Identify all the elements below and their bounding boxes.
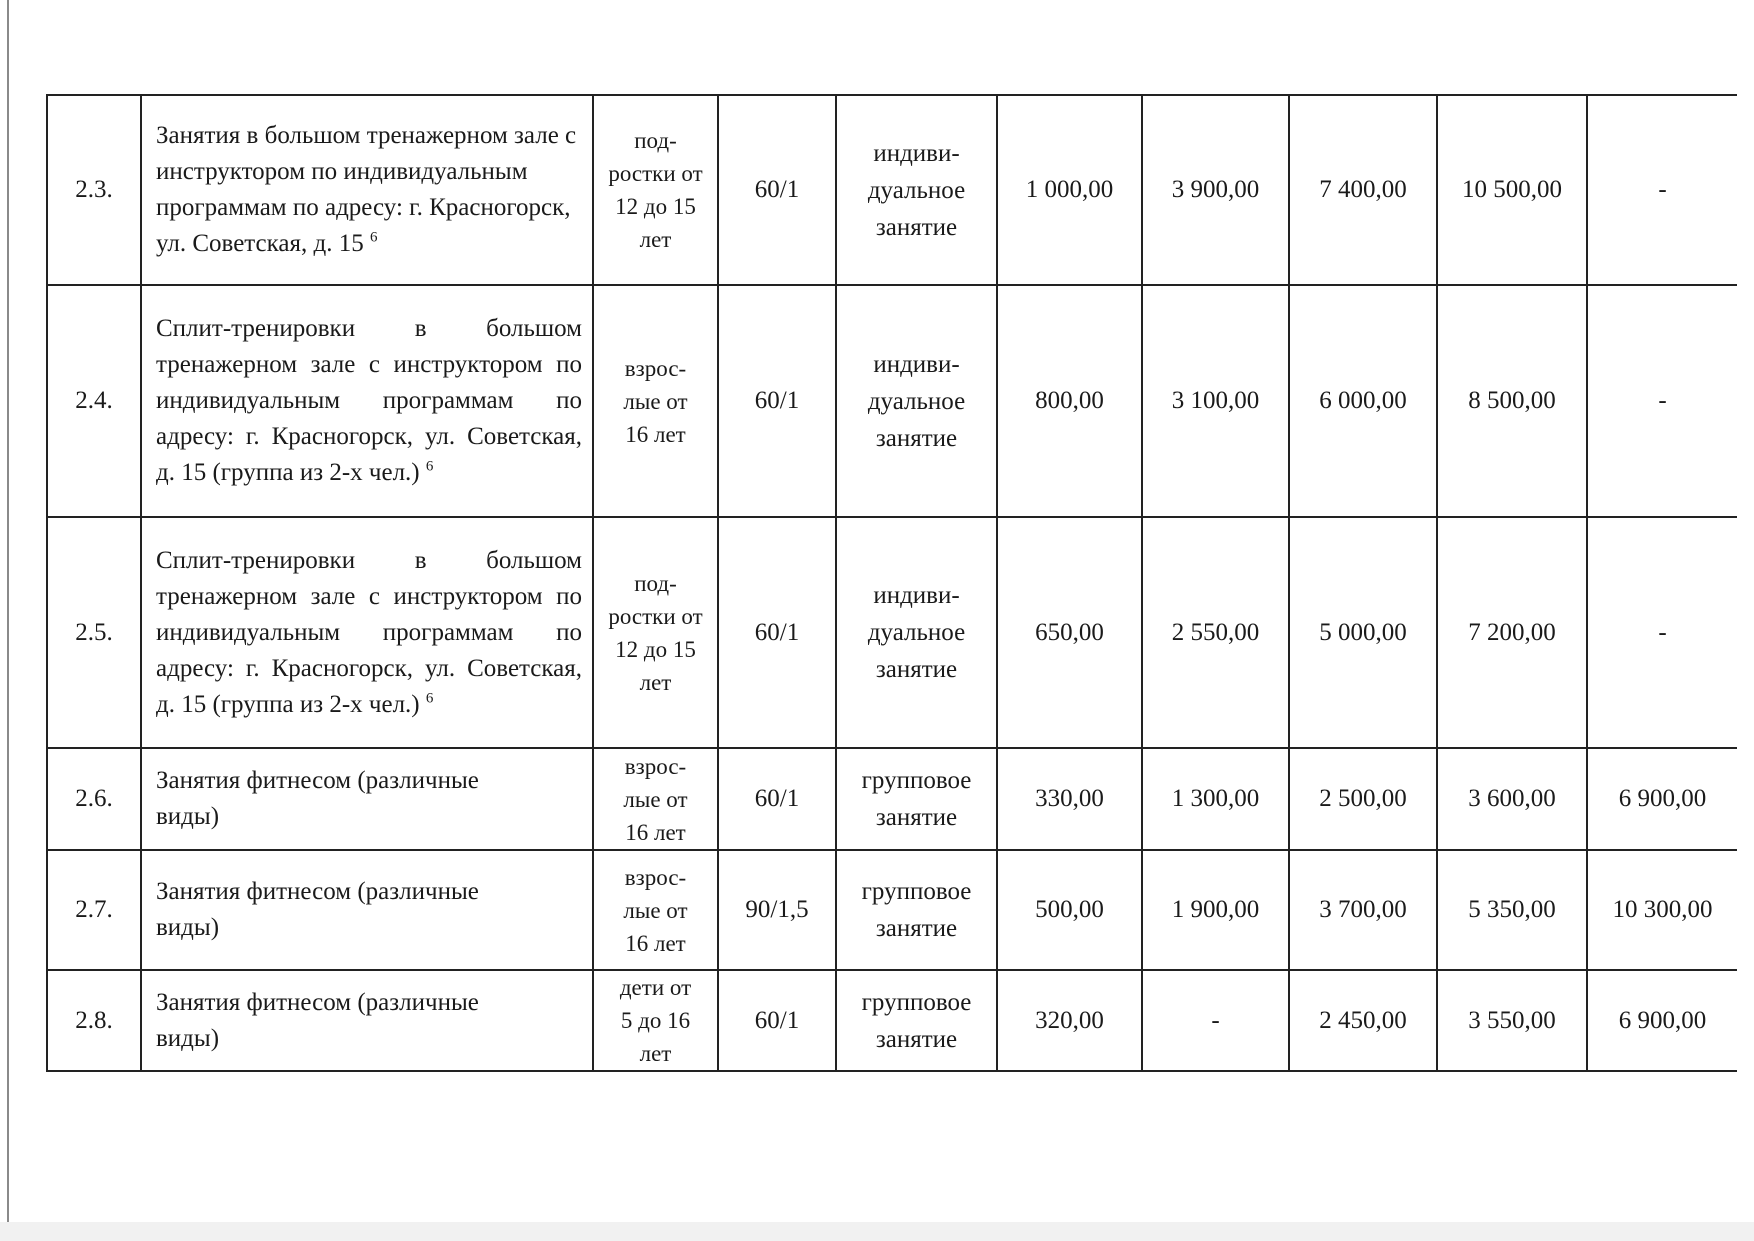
price-3: 6 000,00 bbox=[1289, 285, 1437, 517]
description-text: Сплит-тренировки в большом тренажерном зале с инструктором по индивидуальным программам по адресу: г. Красногорск, ул. Советская, д. 15 (группа из 2-х чел.) bbox=[156, 546, 582, 718]
service-description bbox=[141, 285, 593, 517]
row-number: 2.6. bbox=[47, 748, 141, 850]
scan-bottom-edge bbox=[0, 1222, 1754, 1241]
duration: 60/1 bbox=[718, 517, 836, 748]
description-text: Занятия фитнесом (различные виды) bbox=[156, 878, 479, 941]
price-2: - bbox=[1142, 970, 1289, 1071]
price-4: 7 200,00 bbox=[1437, 517, 1587, 748]
price-1: 1 000,00 bbox=[997, 95, 1142, 285]
table-row bbox=[47, 850, 1737, 970]
scan-edge-shadow bbox=[7, 0, 9, 1241]
price-1: 330,00 bbox=[997, 748, 1142, 850]
price-1: 320,00 bbox=[997, 970, 1142, 1071]
price-3: 3 700,00 bbox=[1289, 850, 1437, 970]
session-type: групповое занятие bbox=[836, 748, 997, 850]
row-number: 2.4. bbox=[47, 285, 141, 517]
price-table bbox=[46, 94, 1737, 1072]
service-description bbox=[141, 95, 593, 285]
price-5: - bbox=[1587, 517, 1737, 748]
duration: 60/1 bbox=[718, 970, 836, 1071]
table-row bbox=[47, 285, 1737, 517]
service-description bbox=[141, 970, 593, 1071]
price-2: 2 550,00 bbox=[1142, 517, 1289, 748]
table-row bbox=[47, 517, 1737, 748]
footnote-ref: 6 bbox=[425, 458, 434, 475]
price-4: 3 550,00 bbox=[1437, 970, 1587, 1071]
price-5: - bbox=[1587, 285, 1737, 517]
price-3: 2 450,00 bbox=[1289, 970, 1437, 1071]
price-1: 800,00 bbox=[997, 285, 1142, 517]
table-row bbox=[47, 95, 1737, 285]
duration: 60/1 bbox=[718, 748, 836, 850]
price-4: 3 600,00 bbox=[1437, 748, 1587, 850]
duration: 90/1,5 bbox=[718, 850, 836, 970]
price-2: 3 900,00 bbox=[1142, 95, 1289, 285]
session-type: групповое занятие bbox=[836, 850, 997, 970]
service-description bbox=[141, 850, 593, 970]
session-type: индиви-дуальное занятие bbox=[836, 95, 997, 285]
price-4: 8 500,00 bbox=[1437, 285, 1587, 517]
table-row bbox=[47, 748, 1737, 850]
session-type: индиви-дуальное занятие bbox=[836, 517, 997, 748]
footnote-ref: 6 bbox=[425, 690, 434, 707]
row-number: 2.7. bbox=[47, 850, 141, 970]
session-type: групповое занятие bbox=[836, 970, 997, 1071]
audience: взрос-лые от 16 лет bbox=[593, 285, 718, 517]
price-2: 1 300,00 bbox=[1142, 748, 1289, 850]
price-5: 6 900,00 bbox=[1587, 748, 1737, 850]
audience: взрос-лые от 16 лет bbox=[593, 850, 718, 970]
price-1: 650,00 bbox=[997, 517, 1142, 748]
audience: взрос-лые от 16 лет bbox=[593, 748, 718, 850]
table-row bbox=[47, 970, 1737, 1071]
duration: 60/1 bbox=[718, 95, 836, 285]
price-3: 5 000,00 bbox=[1289, 517, 1437, 748]
price-5: 6 900,00 bbox=[1587, 970, 1737, 1071]
description-text: Сплит-тренировки в большом тренажерном зале с инструктором по индивидуальным программам по адресу: г. Красногорск, ул. Советская, д. 15 (группа из 2-х чел.) bbox=[156, 315, 582, 486]
audience: под-ростки от 12 до 15 лет bbox=[593, 517, 718, 748]
price-4: 10 500,00 bbox=[1437, 95, 1587, 285]
service-description bbox=[141, 517, 593, 748]
price-2: 1 900,00 bbox=[1142, 850, 1289, 970]
price-3: 7 400,00 bbox=[1289, 95, 1437, 285]
description-text: Занятия фитнесом (различные виды) bbox=[156, 988, 479, 1052]
row-number: 2.5. bbox=[47, 517, 141, 748]
price-5: 10 300,00 bbox=[1587, 850, 1737, 970]
footnote-ref: 6 bbox=[369, 229, 378, 246]
audience: дети от 5 до 16 лет bbox=[593, 970, 718, 1071]
price-5: - bbox=[1587, 95, 1737, 285]
audience: под-ростки от 12 до 15 лет bbox=[593, 95, 718, 285]
session-type: индиви-дуальное занятие bbox=[836, 285, 997, 517]
row-number: 2.3. bbox=[47, 95, 141, 285]
description-text: Занятия фитнесом (различные виды) bbox=[156, 767, 479, 830]
description-text: Занятия в большом тренажерном зале с инструктором по индивидуальным программам по адресу: г. Красногорск, ул. Советская, д. 15 bbox=[156, 122, 577, 257]
price-1: 500,00 bbox=[997, 850, 1142, 970]
row-number: 2.8. bbox=[47, 970, 141, 1071]
price-3: 2 500,00 bbox=[1289, 748, 1437, 850]
duration: 60/1 bbox=[718, 285, 836, 517]
service-description bbox=[141, 748, 593, 850]
price-2: 3 100,00 bbox=[1142, 285, 1289, 517]
price-4: 5 350,00 bbox=[1437, 850, 1587, 970]
